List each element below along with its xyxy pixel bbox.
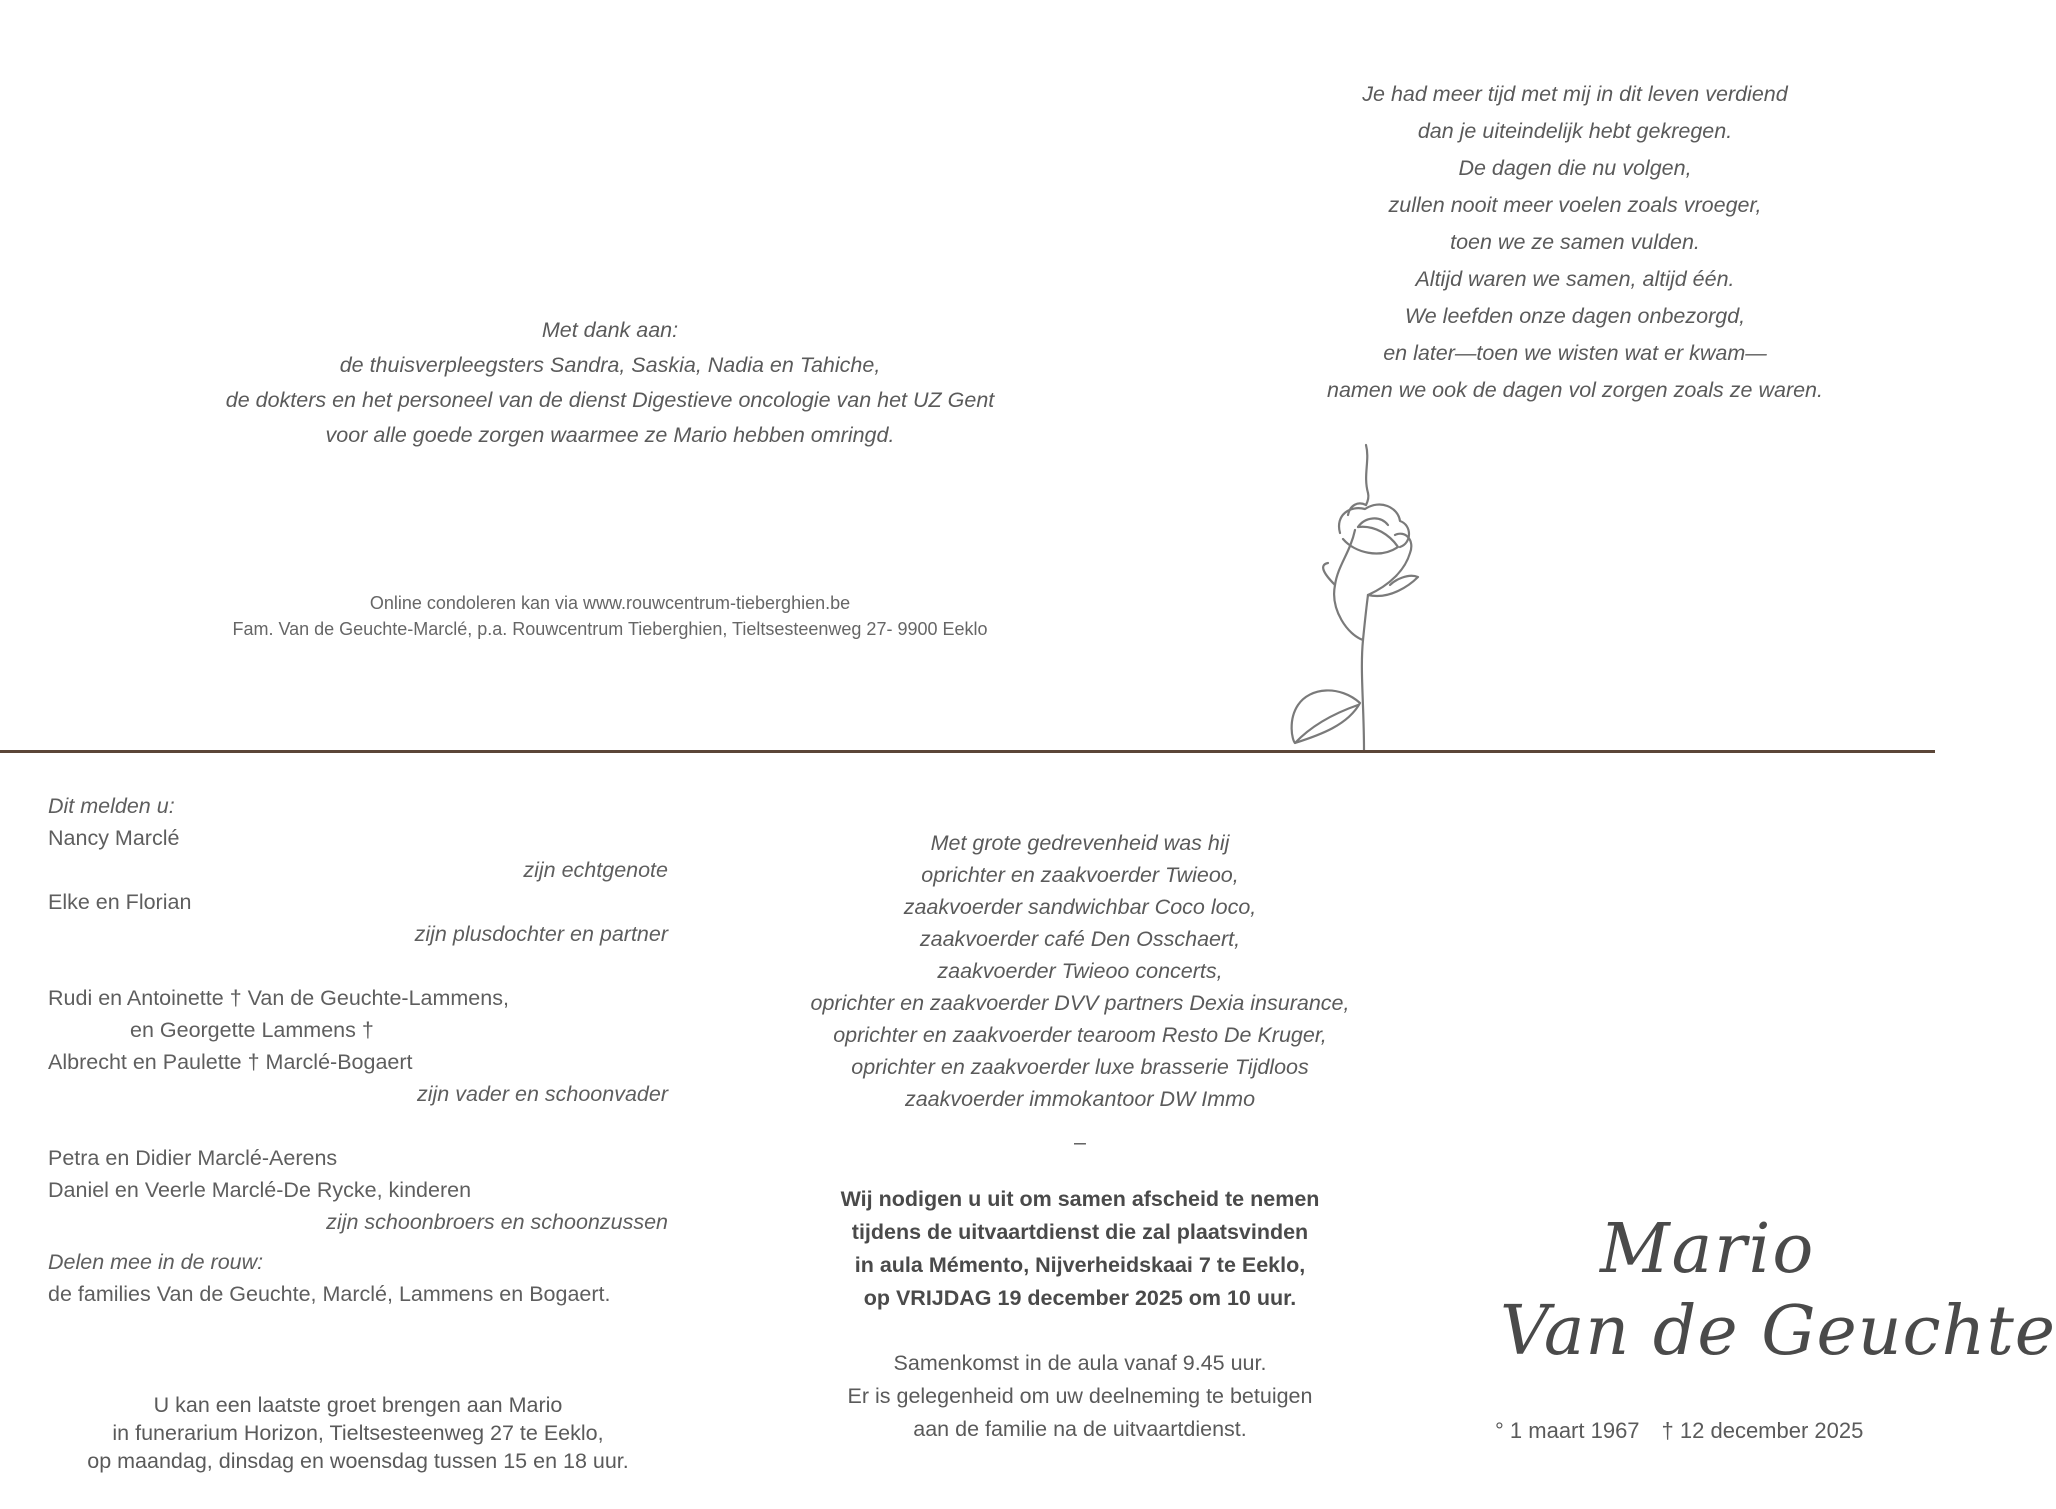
funeral-invitation [790, 1183, 1370, 1315]
separator-dash: – [1074, 1130, 1086, 1154]
poem-line: Altijd waren we samen, altijd één. [1415, 267, 1735, 291]
mourn-families: de families Van de Geuchte, Marclé, Lammens en Bogaert. [48, 1282, 611, 1306]
family-parents-role: zijn vader en schoonvader [417, 1082, 668, 1106]
invite-line: in aula Mémento, Nijverheidskaai 7 te Eeklo, [854, 1253, 1306, 1277]
poem-line: en later—toen we wisten wat er kwam— [1383, 341, 1767, 365]
family-spouse: Nancy Marclé [48, 826, 180, 850]
poem-line: namen we ook de dagen vol zorgen zoals ze waren. [1326, 378, 1823, 402]
family-stepdaughter-role: zijn plusdochter en partner [414, 922, 668, 946]
family-stepdaughter: Elke en Florian [48, 890, 192, 914]
gathering-info [790, 1347, 1370, 1446]
deceased-first-name: Mario [1600, 1210, 1816, 1289]
deceased-last-name: Van de Geuchte [1500, 1292, 2056, 1371]
poem-line: Je had meer tijd met mij in dit leven verdiend [1362, 82, 1788, 106]
family-parents: Rudi en Antoinette † Van de Geuchte-Lammens, [48, 986, 509, 1010]
invite-line: tijdens de uitvaartdienst die zal plaatsvinden [851, 1220, 1309, 1244]
career-list [790, 827, 1370, 1115]
birth-date: ° 1 maart 1967 [1495, 1418, 1640, 1443]
gather-line: aan de familie na de uitvaartdienst. [913, 1417, 1247, 1441]
family-intro: Dit melden u: [48, 794, 175, 818]
gather-line: Er is gelegenheid om uw deelneming te betuigen [847, 1384, 1313, 1408]
poem-line: dan je uiteindelijk hebt gekregen. [1417, 119, 1733, 143]
death-date: † 12 december 2025 [1661, 1418, 1864, 1443]
career-line: zaakvoerder Twieoo concerts, [937, 959, 1223, 983]
family-inlaws: Daniel en Veerle Marclé-De Rycke, kinderen [48, 1178, 472, 1202]
career-line: zaakvoerder sandwichbar Coco loco, [903, 895, 1257, 919]
career-line: Met grote gedrevenheid was hij [930, 831, 1230, 855]
thanks-block [160, 313, 1060, 453]
visit-line: U kan een laatste groet brengen aan Mario [153, 1393, 563, 1417]
poem-line: We leefden onze dagen onbezorgd, [1404, 304, 1746, 328]
family-announcement [48, 790, 668, 1310]
visit-info [48, 1391, 668, 1475]
online-condolences [160, 590, 1060, 642]
career-line: oprichter en zaakvoerder Twieoo, [921, 863, 1239, 887]
page-divider [0, 750, 1935, 753]
family-parents: en Georgette Lammens † [130, 1018, 374, 1042]
invite-line: op VRIJDAG 19 december 2025 om 10 uur. [863, 1286, 1297, 1310]
career-line: zaakvoerder immokantoor DW Immo [904, 1087, 1256, 1111]
thanks-line: voor alle goede zorgen waarmee ze Mario hebben omringd. [325, 423, 895, 447]
visit-line: in funerarium Horizon, Tieltsesteenweg 27 te Eeklo, [112, 1421, 604, 1445]
career-line: zaakvoerder café Den Osschaert, [919, 927, 1241, 951]
poem [1300, 76, 1850, 409]
poem-line: zullen nooit meer voelen zoals vroeger, [1388, 193, 1762, 217]
thanks-line: de thuisverpleegsters Sandra, Saskia, Nadia en Tahiche, [339, 353, 881, 377]
family-parents: Albrecht en Paulette † Marclé-Bogaert [48, 1050, 413, 1074]
career-line: oprichter en zaakvoerder luxe brasserie Tijdloos [851, 1055, 1309, 1079]
thanks-line: de dokters en het personeel van de dienst Digestieve oncologie van het UZ Gent [225, 388, 995, 412]
career-line: oprichter en zaakvoerder tearoom Resto De Kruger, [833, 1023, 1327, 1047]
gather-line: Samenkomst in de aula vanaf 9.45 uur. [893, 1351, 1267, 1375]
invite-line: Wij nodigen u uit om samen afscheid te nemen [840, 1187, 1320, 1211]
family-spouse-role: zijn echtgenote [523, 858, 668, 882]
life-dates [1495, 1418, 1863, 1444]
address-line: Fam. Van de Geuchte-Marclé, p.a. Rouwcentrum Tieberghien, Tieltsesteenweg 27- 9900 Eeklo [232, 619, 988, 639]
thanks-line: Met dank aan: [541, 318, 679, 342]
rose-icon [1240, 435, 1460, 755]
online-line: Online condoleren kan via www.rouwcentrum-tieberghien.be [369, 593, 851, 613]
career-line: oprichter en zaakvoerder DVV partners Dexia insurance, [810, 991, 1350, 1015]
family-inlaws-role: zijn schoonbroers en schoonzussen [326, 1210, 668, 1234]
poem-line: toen we ze samen vulden. [1450, 230, 1700, 254]
poem-line: De dagen die nu volgen, [1458, 156, 1692, 180]
visit-line: op maandag, dinsdag en woensdag tussen 15 en 18 uur. [87, 1449, 629, 1473]
family-inlaws: Petra en Didier Marclé-Aerens [48, 1146, 338, 1170]
mourn-intro: Delen mee in de rouw: [48, 1250, 264, 1274]
